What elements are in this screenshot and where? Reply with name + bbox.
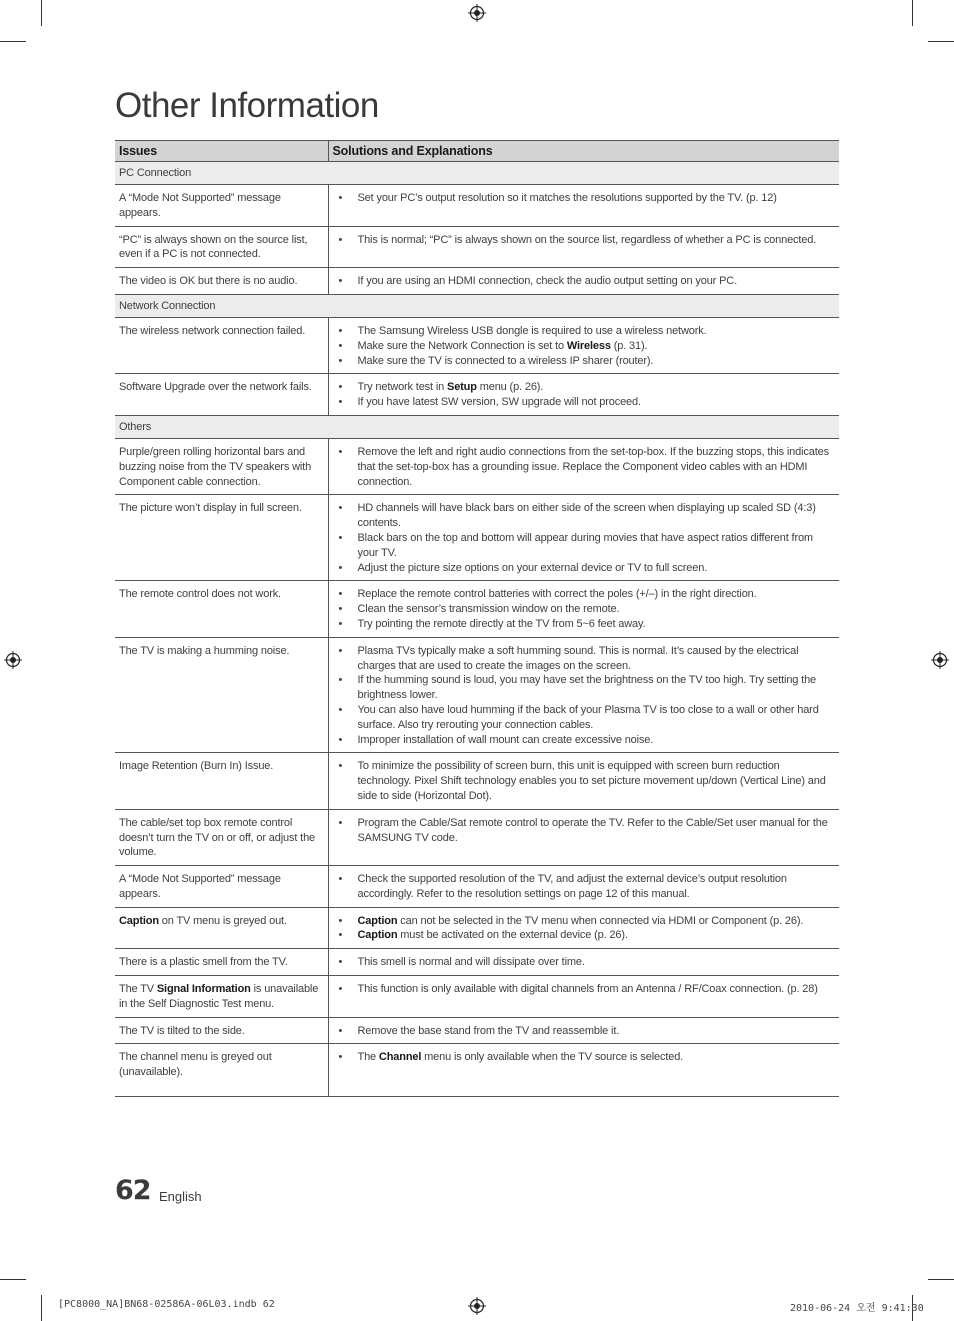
solution-list bbox=[333, 816, 836, 846]
table-row bbox=[115, 317, 839, 373]
issue-cell: Caption on TV menu is greyed out. bbox=[115, 907, 328, 949]
solution-list bbox=[333, 501, 836, 575]
solution-cell bbox=[328, 495, 839, 581]
page-language: English bbox=[159, 1189, 202, 1204]
solution-item: • To minimize the possibility of screen burn, this unit is equipped with screen burn reduction technology. Pixel Shift technology enables you to set picture movement up/down (Vertical Line) and side to side (Horizontal Dot). bbox=[333, 759, 836, 803]
registration-mark-icon bbox=[931, 651, 949, 669]
solution-cell bbox=[328, 1044, 839, 1097]
solution-cell bbox=[328, 581, 839, 637]
registration-mark-icon bbox=[4, 651, 22, 669]
section-title: Network Connection bbox=[115, 294, 839, 317]
table-row bbox=[115, 753, 839, 809]
issue-cell: The wireless network connection failed. bbox=[115, 317, 328, 373]
table-row bbox=[115, 907, 839, 949]
solution-item: • Plasma TVs typically make a soft humming sound. This is normal. It’s caused by the electrical charges that are used to create the images on the screen. bbox=[333, 644, 836, 674]
table-row bbox=[115, 976, 839, 1018]
solution-list bbox=[333, 233, 836, 248]
solution-cell bbox=[328, 317, 839, 373]
solution-cell bbox=[328, 226, 839, 268]
table-row bbox=[115, 438, 839, 494]
solution-item: • Program the Cable/Sat remote control to operate the TV. Refer to the Cable/Set user manual for the SAMSUNG TV code. bbox=[333, 816, 836, 846]
solution-item: • Make sure the Network Connection is set to Wireless (p. 31). bbox=[333, 339, 836, 354]
solution-list bbox=[333, 1024, 836, 1039]
solution-list bbox=[333, 1050, 836, 1065]
issue-cell: A “Mode Not Supported” message appears. bbox=[115, 185, 328, 227]
solution-cell bbox=[328, 809, 839, 865]
solution-item: • The Channel menu is only available when the TV source is selected. bbox=[333, 1050, 836, 1065]
troubleshooting-table bbox=[115, 140, 839, 1097]
solution-list bbox=[333, 191, 836, 206]
section-row bbox=[115, 415, 839, 438]
table-row bbox=[115, 1044, 839, 1097]
solution-item: • The Samsung Wireless USB dongle is required to use a wireless network. bbox=[333, 324, 836, 339]
solution-item: • Caption must be activated on the external device (p. 26). bbox=[333, 928, 836, 943]
crop-mark bbox=[41, 1295, 42, 1321]
issue-cell: The TV Signal Information is unavailable in the Self Diagnostic Test menu. bbox=[115, 976, 328, 1018]
table-row bbox=[115, 949, 839, 976]
solution-list bbox=[333, 587, 836, 631]
solution-item: • Remove the left and right audio connections from the set-top-box. If the buzzing stops, this indicates that the set-top-box has a grounding issue. Replace the Component video cables with an HDMI connection. bbox=[333, 445, 836, 489]
issue-cell: The cable/set top box remote control doesn’t turn the TV on or off, or adjust the volume. bbox=[115, 809, 328, 865]
solution-item: • Remove the base stand from the TV and reassemble it. bbox=[333, 1024, 836, 1039]
solution-cell bbox=[328, 976, 839, 1018]
issue-cell: Software Upgrade over the network fails. bbox=[115, 374, 328, 416]
issue-cell: The remote control does not work. bbox=[115, 581, 328, 637]
solution-cell bbox=[328, 374, 839, 416]
solution-list bbox=[333, 445, 836, 489]
issue-cell: A “Mode Not Supported” message appears. bbox=[115, 866, 328, 908]
section-title: Others bbox=[115, 415, 839, 438]
solution-list bbox=[333, 955, 836, 970]
keyword-text: Caption bbox=[357, 929, 398, 942]
issue-cell: The TV is tilted to the side. bbox=[115, 1017, 328, 1044]
issue-cell: There is a plastic smell from the TV. bbox=[115, 949, 328, 976]
table-row bbox=[115, 495, 839, 581]
solution-item: • This function is only available with digital channels from an Antenna / RF/Coax connection. (p. 28) bbox=[333, 982, 836, 997]
section-title: PC Connection bbox=[115, 162, 839, 185]
registration-mark-icon bbox=[468, 4, 486, 22]
solution-item: • Try network test in Setup menu (p. 26). bbox=[333, 380, 836, 395]
solution-cell bbox=[328, 866, 839, 908]
solution-item: • Check the supported resolution of the TV, and adjust the external device’s output resolution accordingly. Refer to the resolution settings on page 12 of this manual. bbox=[333, 872, 836, 902]
table-row bbox=[115, 1017, 839, 1044]
issue-cell: The video is OK but there is no audio. bbox=[115, 268, 328, 295]
solution-cell bbox=[328, 907, 839, 949]
issue-cell: “PC” is always shown on the source list, even if a PC is not connected. bbox=[115, 226, 328, 268]
table-row bbox=[115, 268, 839, 295]
solution-item: • This smell is normal and will dissipate over time. bbox=[333, 955, 836, 970]
solution-cell bbox=[328, 637, 839, 753]
crop-mark bbox=[0, 1279, 26, 1280]
issues-column-header: Issues bbox=[115, 141, 328, 162]
keyword-text: Signal Information bbox=[156, 983, 251, 996]
solution-list bbox=[333, 914, 836, 944]
crop-mark bbox=[912, 0, 913, 26]
solution-cell bbox=[328, 1017, 839, 1044]
issue-cell: The picture won’t display in full screen. bbox=[115, 495, 328, 581]
keyword-text: Caption bbox=[119, 914, 159, 927]
print-footer-file: [PC8000_NA]BN68-02586A-06L03.indb 62 bbox=[58, 1299, 275, 1310]
solution-list bbox=[333, 759, 836, 803]
table-header-row bbox=[115, 141, 839, 162]
keyword-text: Setup bbox=[447, 381, 477, 394]
keyword-text: Channel bbox=[378, 1051, 422, 1064]
solution-item: • Clean the sensor’s transmission window on the remote. bbox=[333, 602, 836, 617]
solution-list bbox=[333, 982, 836, 997]
solution-item: • HD channels will have black bars on either side of the screen when displaying up scaled SD (4:3) contents. bbox=[333, 501, 836, 531]
solution-list bbox=[333, 644, 836, 748]
table-row bbox=[115, 637, 839, 753]
solution-item: • This is normal; “PC” is always shown on the source list, regardless of whether a PC is connected. bbox=[333, 233, 836, 248]
section-row bbox=[115, 294, 839, 317]
solution-item: • If the humming sound is loud, you may have set the brightness on the TV too high. Try setting the brightness lower. bbox=[333, 673, 836, 703]
keyword-text: Wireless bbox=[566, 339, 611, 352]
solution-item: • Set your PC’s output resolution so it matches the resolutions supported by the TV. (p. 12) bbox=[333, 191, 836, 206]
table-row bbox=[115, 809, 839, 865]
solution-item: • Try pointing the remote directly at the TV from 5~6 feet away. bbox=[333, 617, 836, 632]
solution-list bbox=[333, 380, 836, 410]
crop-mark bbox=[41, 0, 42, 26]
registration-mark-icon bbox=[468, 1297, 486, 1315]
page-number: 62 bbox=[115, 1175, 151, 1206]
solution-item: • Make sure the TV is connected to a wireless IP sharer (router). bbox=[333, 354, 836, 369]
solution-item: • If you are using an HDMI connection, check the audio output setting on your PC. bbox=[333, 274, 836, 289]
issue-cell: Purple/green rolling horizontal bars and buzzing noise from the TV speakers with Component cable connection. bbox=[115, 438, 328, 494]
solution-list bbox=[333, 274, 836, 289]
solution-cell bbox=[328, 949, 839, 976]
issue-cell: The channel menu is greyed out (unavailable). bbox=[115, 1044, 328, 1097]
issue-cell: The TV is making a humming noise. bbox=[115, 637, 328, 753]
issue-cell: Image Retention (Burn In) Issue. bbox=[115, 753, 328, 809]
section-row bbox=[115, 162, 839, 185]
table-body bbox=[115, 162, 839, 1097]
crop-mark bbox=[0, 41, 26, 42]
solution-cell bbox=[328, 268, 839, 295]
solution-item: • Adjust the picture size options on your external device or TV to full screen. bbox=[333, 561, 836, 576]
table-row bbox=[115, 226, 839, 268]
page-title: Other Information bbox=[115, 86, 379, 125]
table-row bbox=[115, 374, 839, 416]
solution-item: • If you have latest SW version, SW upgrade will not proceed. bbox=[333, 395, 836, 410]
solution-list bbox=[333, 872, 836, 902]
table-row bbox=[115, 866, 839, 908]
solution-item: • Replace the remote control batteries with correct the poles (+/–) in the right direction. bbox=[333, 587, 836, 602]
table-row bbox=[115, 581, 839, 637]
solution-cell bbox=[328, 753, 839, 809]
solution-list bbox=[333, 324, 836, 368]
solutions-column-header: Solutions and Explanations bbox=[328, 141, 839, 162]
keyword-text: Caption bbox=[357, 914, 398, 927]
solution-item: • You can also have loud humming if the back of your Plasma TV is too close to a wall or other hard surface. Also try rerouting your connection cables. bbox=[333, 703, 836, 733]
crop-mark bbox=[928, 41, 954, 42]
crop-mark bbox=[928, 1279, 954, 1280]
table-row bbox=[115, 185, 839, 227]
solution-item: • Improper installation of wall mount can create excessive noise. bbox=[333, 733, 836, 748]
solution-cell bbox=[328, 438, 839, 494]
solution-item: • Caption can not be selected in the TV menu when connected via HDMI or Component (p. 26). bbox=[333, 914, 836, 929]
print-footer-timestamp: 2010-06-24 오전 9:41:30 bbox=[790, 1303, 924, 1314]
solution-item: • Black bars on the top and bottom will appear during movies that have aspect ratios different from your TV. bbox=[333, 531, 836, 561]
solution-cell bbox=[328, 185, 839, 227]
